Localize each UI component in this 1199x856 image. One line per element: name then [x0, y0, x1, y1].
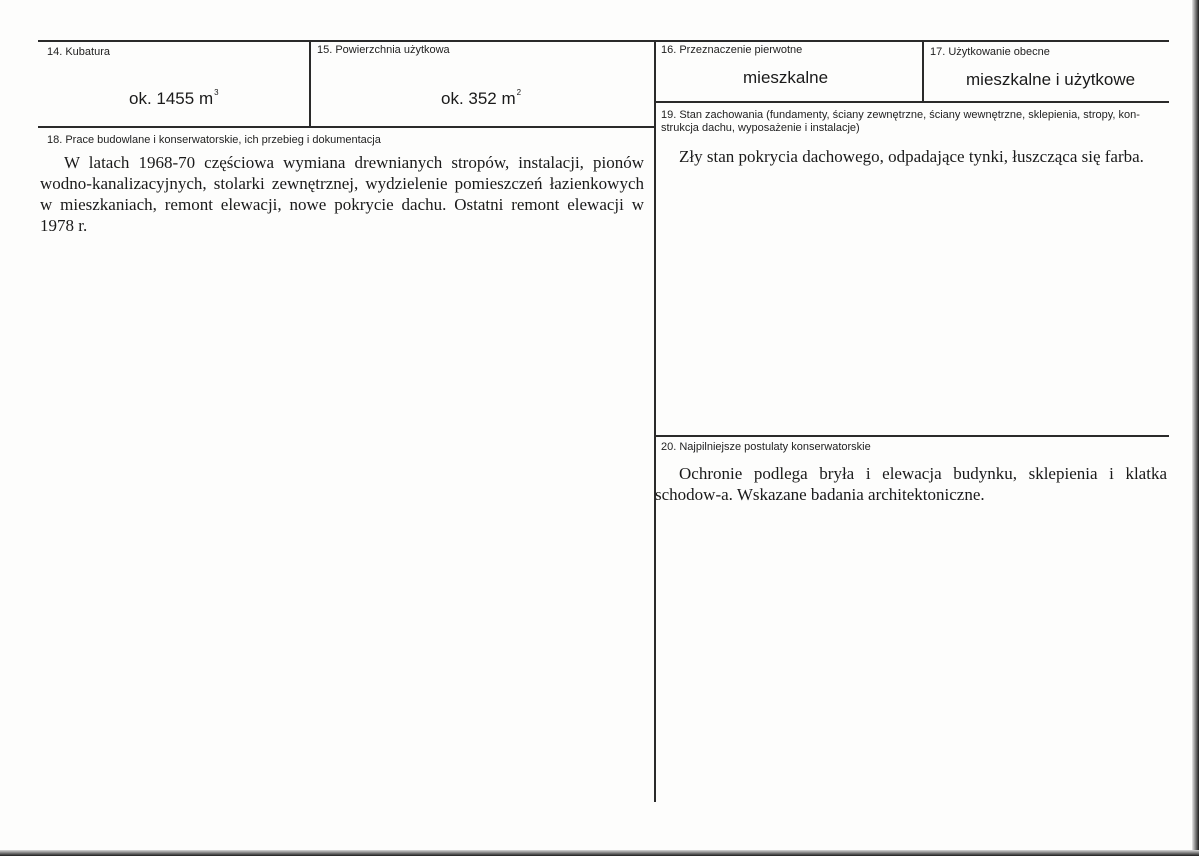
kubatura-value-text: ok. 1455 m: [129, 89, 214, 108]
rule-under-14-15: [38, 126, 656, 128]
scan-edge-bottom: [0, 850, 1199, 856]
scan-edge-right: [1192, 0, 1199, 856]
kubatura-value: [129, 88, 219, 109]
kubatura-unit-exponent: 3: [214, 88, 219, 97]
prace-label: 18. Prace budowlane i konserwatorskie, ich przebieg i dokumentacja: [47, 134, 381, 146]
powierzchnia-value-text: ok. 352 m: [441, 89, 516, 108]
stan-label-line1: 19. Stan zachowania (fundamenty, ściany zewnętrzne, ściany wewnętrzne, sklepienia, stropy, kon-: [661, 109, 1140, 121]
kubatura-label: 14. Kubatura: [47, 46, 110, 58]
rule-above-20: [654, 435, 1169, 437]
stan-label-line2: strukcja dachu, wyposażenie i instalacje): [661, 122, 860, 134]
przeznaczenie-value: mieszkalne: [743, 68, 829, 87]
powierzchnia-value: [441, 88, 521, 109]
uzytkowanie-value: mieszkalne i użytkowe: [966, 70, 1136, 89]
powierzchnia-label: 15. Powierzchnia użytkowa: [317, 44, 450, 56]
postulaty-text: Ochronie podlega bryła i elewacja budynku, sklepienia i klatka schodow-a. Wskazane badania architektoniczne.: [655, 464, 1167, 504]
divider-16-17: [922, 40, 924, 102]
divider-14-15: [309, 40, 311, 127]
powierzchnia-unit-exponent: 2: [516, 88, 522, 97]
postulaty-label: 20. Najpilniejsze postulaty konserwatorskie: [661, 441, 871, 453]
top-rule: [38, 40, 1169, 42]
stan-text: Zły stan pokrycia dachowego, odpadające tynki, łuszcząca się farba.: [679, 147, 1144, 166]
prace-text: W latach 1968-70 częściowa wymiana drewnianych stropów, instalacji, pionów wodno-kanalizacyjnych, stolarki zewnętrznej, wydzielenie pomieszczeń łazienkowych w mieszkaniach, remont elewacji, nowe pokrycie dachu. Ostatni remont elewacji w 1978 r.: [40, 153, 644, 235]
przeznaczenie-label: 16. Przeznaczenie pierwotne: [661, 44, 803, 56]
rule-under-16-17: [654, 101, 1169, 103]
uzytkowanie-label: 17. Użytkowanie obecne: [930, 46, 1050, 58]
